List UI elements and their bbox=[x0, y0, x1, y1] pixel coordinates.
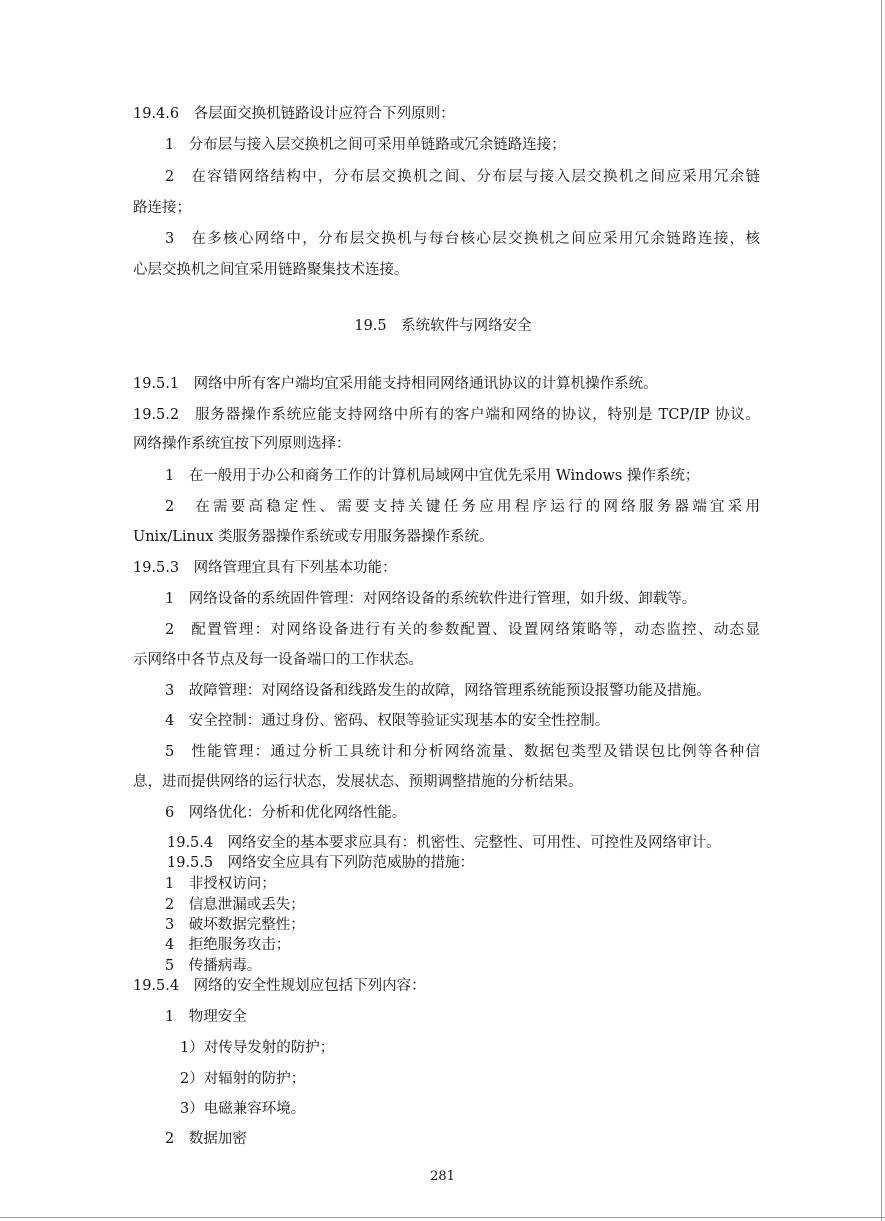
list-item: 6 网络优化：分析和优化网络性能。 bbox=[165, 805, 407, 821]
list-item: 1 物理安全 bbox=[165, 1009, 247, 1025]
list-item: 2 信息泄漏或丢失； bbox=[165, 897, 305, 913]
list-item: 2 配置管理：对网络设备进行有关的参数配置、设置网络策略等，动态监控、动态显 bbox=[165, 622, 760, 638]
clause-continuation: 网络操作系统宜按下列原则选择： bbox=[133, 436, 351, 452]
list-item: 3 破坏数据完整性； bbox=[165, 917, 305, 933]
clause-19-5-2: 19.5.2 服务器操作系统应能支持网络中所有的客户端和网络的协议，特别是 TCP/IP 协议。 bbox=[133, 407, 760, 423]
clause-19-5-1: 19.5.1 网络中所有客户端均宜采用能支持相同网络通讯协议的计算机操作系统。 bbox=[133, 376, 658, 392]
section-heading: 19.5 系统软件与网络安全 bbox=[354, 318, 532, 334]
list-item: 4 安全控制：通过身份、密码、权限等验证实现基本的安全性控制。 bbox=[165, 713, 610, 729]
list-item: 5 性能管理：通过分析工具统计和分析网络流量、数据包类型及错误包比例等各种信 bbox=[165, 744, 760, 760]
list-item: 2 在容错网络结构中，分布层交换机之间、分布层与接入层交换机之间应采用冗余链 bbox=[165, 169, 760, 185]
list-item: 3 故障管理：对网络设备和线路发生的故障，网络管理系统能预设报警功能及措施。 bbox=[165, 683, 711, 699]
list-item: 5 传播病毒。 bbox=[165, 958, 262, 974]
list-item-continuation: 心层交换机之间宜采用链路聚集技术连接。 bbox=[133, 262, 409, 278]
list-item-continuation: Unix/Linux 类服务器操作系统或专用服务器操作系统。 bbox=[133, 529, 494, 545]
list-item: 1 非授权访问； bbox=[165, 876, 276, 892]
list-item: 4 拒绝服务攻击； bbox=[165, 937, 291, 953]
list-item: 1 网络设备的系统固件管理：对网络设备的系统软件进行管理，如升级、卸载等。 bbox=[165, 591, 697, 607]
clause-19-5-4-planning: 19.5.4 网络的安全性规划应包括下列内容： bbox=[133, 978, 426, 994]
sub-list-item: 1）对传导发射的防护； bbox=[180, 1040, 335, 1056]
sub-list-item: 3）电磁兼容环境。 bbox=[180, 1101, 306, 1117]
page-edge-right bbox=[881, 0, 882, 1221]
clause-19-5-3: 19.5.3 网络管理宜具有下列基本功能： bbox=[133, 560, 397, 576]
list-item: 1 分布层与接入层交换机之间可采用单链路或冗余链路连接； bbox=[165, 137, 566, 153]
list-item-continuation: 息，进而提供网络的运行状态，发展状态、预期调整措施的分析结果。 bbox=[133, 774, 583, 790]
page-edge-bottom bbox=[0, 1217, 885, 1218]
clause-19-5-5: 19.5.5 网络安全应具有下列防范威胁的措施： bbox=[167, 855, 475, 871]
page-number: 281 bbox=[430, 1169, 455, 1184]
sub-list-item: 2）对辐射的防护； bbox=[180, 1071, 306, 1087]
list-item-continuation: 路连接； bbox=[133, 200, 191, 216]
clause-19-5-4: 19.5.4 网络安全的基本要求应具有：机密性、完整性、可用性、可控性及网络审计。 bbox=[167, 835, 721, 851]
list-item: 2 在需要高稳定性、需要支持关键任务应用程序运行的网络服务器端宜采用 bbox=[165, 499, 760, 515]
list-item: 3 在多核心网络中，分布层交换机与每台核心层交换机之间应采用冗余链路连接，核 bbox=[165, 231, 760, 247]
list-item: 1 在一般用于办公和商务工作的计算机局域网中宜优先采用 Windows 操作系统； bbox=[165, 468, 700, 484]
list-item-continuation: 示网络中各节点及每一设备端口的工作状态。 bbox=[133, 652, 423, 668]
clause-19-4-6: 19.4.6 各层面交换机链路设计应符合下列原则： bbox=[133, 106, 455, 122]
list-item: 2 数据加密 bbox=[165, 1131, 247, 1147]
